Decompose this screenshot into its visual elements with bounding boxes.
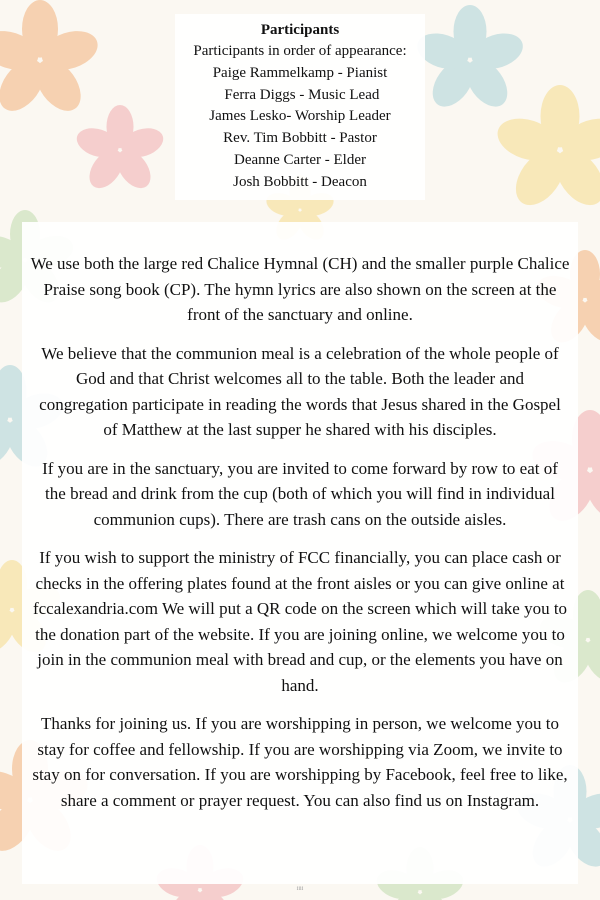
participant-entry: Josh Bobbitt - Deacon bbox=[233, 173, 367, 190]
participant-entry: James Lesko- Worship Leader bbox=[209, 108, 391, 125]
welcome-paragraph: Thanks for joining us. If you are worshipping in person, we welcome you to stay for coffee and fellowship. If you are worshipping via Zoom, we invite to stay on for conversation. If you are worshipping by Facebook, feel free to like, share a comment or prayer request. You can also find us on Instagram. bbox=[32, 714, 568, 810]
participant-entry: Deanne Carter - Elder bbox=[233, 151, 366, 168]
participants-section bbox=[150, 20, 450, 194]
participants-title: Participants bbox=[260, 22, 340, 38]
giving-paragraph: If you wish to support the ministry of FCC financially, you can place cash or checks in the offering plates found at the front aisles or you can give online at fccalexandria.com We will put a QR code on the screen which will take you to the donation part of the website. If you are joining online, we welcome you to join in the communion meal with bread and cup, or the elements you have on hand. bbox=[32, 548, 568, 695]
body-text bbox=[30, 251, 570, 826]
participant-entry: Ferra Diggs - Music Lead bbox=[220, 86, 380, 103]
sanctuary-paragraph: If you are in the sanctuary, you are invited to come forward by row to eat of the bread and drink from the cup (both of which you will find in individual communion cups). There are trash cans on the outside aisles. bbox=[42, 458, 558, 529]
hymnal-paragraph: We use both the large red Chalice Hymnal (CH) and the smaller purple Chalice Praise song book (CP). The hymn lyrics are also shown on the screen at the front of the sanctuary and online. bbox=[30, 254, 570, 324]
communion-paragraph: We believe that the communion meal is a celebration of the whole people of God and that Christ welcomes all to the table. Both the leader and congregation participate in reading the words that Jesus shared in the Gospel of Matthew at the last supper he shared with his disciples. bbox=[39, 343, 561, 439]
page-mark: iiii bbox=[296, 886, 304, 892]
participant-entry: Paige Rammelkamp - Pianist bbox=[212, 64, 388, 81]
participant-entry: Rev. Tim Bobbitt - Pastor bbox=[223, 130, 377, 147]
participants-intro: Participants in order of appearance: bbox=[193, 43, 407, 59]
